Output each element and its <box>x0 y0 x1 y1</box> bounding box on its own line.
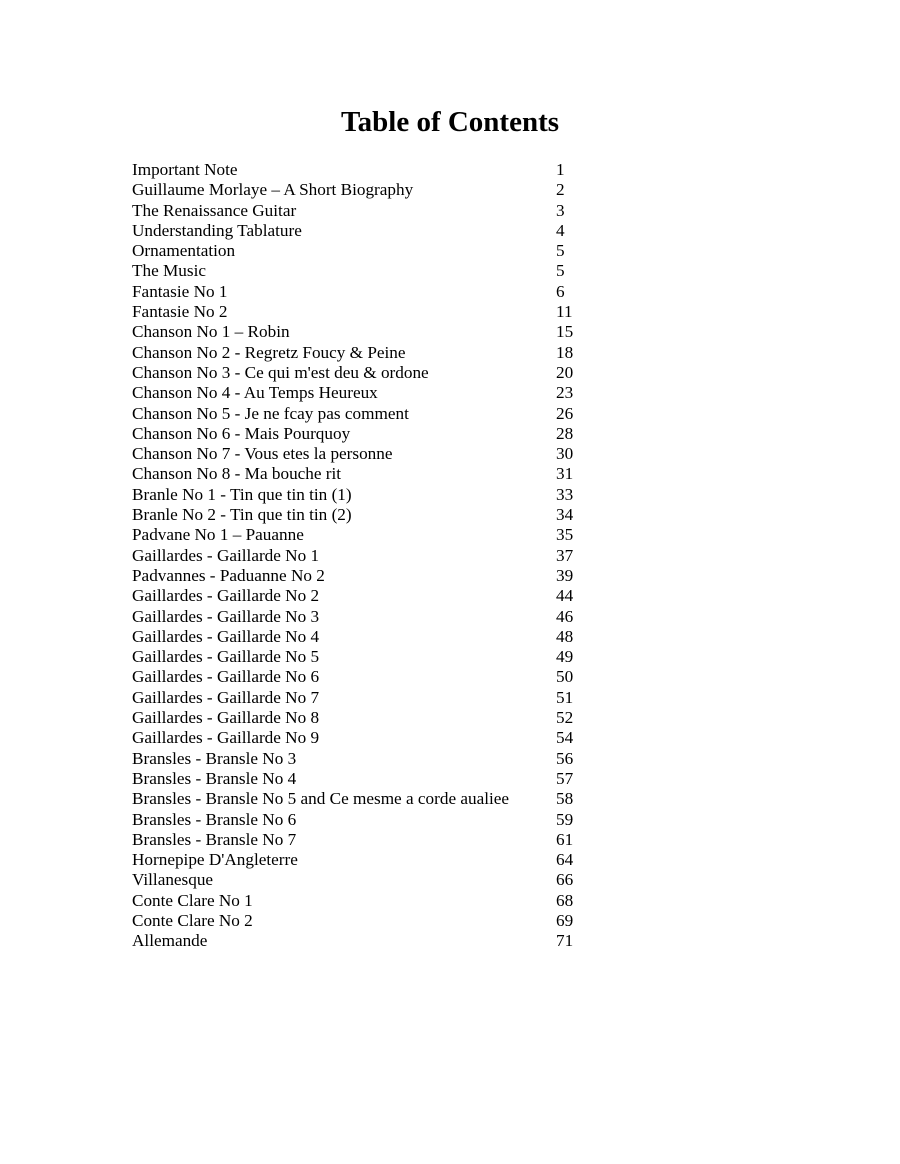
toc-entry-title: Bransles - Bransle No 4 <box>132 768 297 788</box>
toc-entry-page-number: 44 <box>556 586 574 606</box>
toc-entry-page-number: 5 <box>556 261 565 281</box>
toc-entry <box>132 627 592 647</box>
toc-entry <box>132 789 592 809</box>
toc-entry <box>132 728 592 748</box>
toc-entry-title: Chanson No 5 - Je ne fcay pas comment <box>132 403 409 423</box>
toc-entry-title: Chanson No 4 - Au Temps Heureux <box>132 383 378 403</box>
toc-entry-title: Fantasie No 2 <box>132 302 228 322</box>
toc-entry-title: Conte Clare No 1 <box>132 890 253 910</box>
toc-entry-page-number: 31 <box>556 464 574 484</box>
toc-entry <box>132 546 592 566</box>
toc-entry-title: Chanson No 2 - Regretz Foucy & Peine <box>132 342 406 362</box>
toc-entry-page-number: 46 <box>556 606 574 626</box>
toc-entry-title: Chanson No 3 - Ce qui m'est deu & ordone <box>132 362 429 382</box>
toc-entry <box>132 363 592 383</box>
toc-entry <box>132 647 592 667</box>
toc-entry-page-number: 66 <box>556 870 574 890</box>
toc-entry-title: Gaillardes - Gaillarde No 3 <box>132 606 320 626</box>
toc-entry-page-number: 5 <box>556 241 565 261</box>
toc-entry <box>132 241 592 261</box>
toc-entry-page-number: 37 <box>556 545 574 565</box>
toc-entry-page-number: 11 <box>556 302 573 322</box>
page-title: Table of Contents <box>340 106 560 138</box>
toc-entry-page-number: 54 <box>556 728 574 748</box>
toc-entry-page-number: 69 <box>556 910 574 930</box>
toc-entry-page-number: 33 <box>556 484 574 504</box>
toc-entry-page-number: 34 <box>556 505 574 525</box>
table-of-contents <box>132 160 592 952</box>
toc-entry-title: The Music <box>132 261 206 281</box>
toc-entry <box>132 302 592 322</box>
toc-entry-title: Branle No 2 - Tin que tin tin (2) <box>132 505 352 525</box>
toc-entry-title: Branle No 1 - Tin que tin tin (1) <box>132 484 352 504</box>
toc-entry <box>132 749 592 769</box>
toc-entry-title: Bransles - Bransle No 3 <box>132 748 297 768</box>
toc-entry-title: Gaillardes - Gaillarde No 7 <box>132 687 320 707</box>
toc-entry <box>132 870 592 890</box>
toc-entry <box>132 667 592 687</box>
toc-entry <box>132 485 592 505</box>
toc-entry-page-number: 56 <box>556 748 574 768</box>
toc-entry <box>132 180 592 200</box>
toc-entry-page-number: 6 <box>556 281 565 301</box>
toc-entry-page-number: 30 <box>556 444 574 464</box>
toc-entry-page-number: 26 <box>556 403 574 423</box>
toc-entry-page-number: 68 <box>556 890 574 910</box>
toc-entry-page-number: 51 <box>556 687 574 707</box>
toc-entry-title: Understanding Tablature <box>132 220 302 240</box>
toc-entry-title: Ornamentation <box>132 241 236 261</box>
toc-entry <box>132 505 592 525</box>
toc-entry-page-number: 20 <box>556 362 574 382</box>
toc-entry-page-number: 57 <box>556 768 574 788</box>
toc-entry <box>132 201 592 221</box>
toc-entry <box>132 464 592 484</box>
toc-entry-title: Padvannes - Paduanne No 2 <box>132 565 325 585</box>
toc-entry-page-number: 49 <box>556 647 574 667</box>
toc-entry-page-number: 3 <box>556 200 565 220</box>
toc-entry-title: Gaillardes - Gaillarde No 5 <box>132 647 320 667</box>
toc-entry <box>132 566 592 586</box>
toc-entry <box>132 343 592 363</box>
toc-entry-title: Allemande <box>132 931 208 951</box>
toc-entry <box>132 891 592 911</box>
toc-entry <box>132 911 592 931</box>
toc-entry-page-number: 1 <box>556 160 565 179</box>
toc-entry <box>132 221 592 241</box>
toc-entry-page-number: 64 <box>556 850 574 870</box>
toc-entry-page-number: 35 <box>556 525 574 545</box>
toc-entry <box>132 424 592 444</box>
toc-entry-page-number: 52 <box>556 708 574 728</box>
toc-entry-page-number: 28 <box>556 423 574 443</box>
toc-entry-title: Gaillardes - Gaillarde No 8 <box>132 708 320 728</box>
toc-entry-page-number: 23 <box>556 383 574 403</box>
toc-entry <box>132 444 592 464</box>
toc-entry <box>132 525 592 545</box>
toc-entry-page-number: 39 <box>556 565 574 585</box>
toc-entry-page-number: 50 <box>556 667 574 687</box>
toc-entry-title: Gaillardes - Gaillarde No 6 <box>132 667 320 687</box>
toc-entry-title: Important Note <box>132 160 238 179</box>
toc-entry-title: Guillaume Morlaye – A Short Biography <box>132 180 414 200</box>
toc-entry <box>132 282 592 302</box>
toc-entry-page-number: 48 <box>556 626 574 646</box>
toc-entry <box>132 404 592 424</box>
toc-entry-title: Chanson No 7 - Vous etes la personne <box>132 444 393 464</box>
toc-entry-page-number: 4 <box>556 220 565 240</box>
toc-entry-title: Conte Clare No 2 <box>132 910 253 930</box>
toc-entry <box>132 261 592 281</box>
toc-entry-title: Gaillardes - Gaillarde No 4 <box>132 626 320 646</box>
toc-entry-title: Gaillardes - Gaillarde No 1 <box>132 545 320 565</box>
toc-entry-title: Bransles - Bransle No 7 <box>132 829 297 849</box>
toc-entry-title: Gaillardes - Gaillarde No 9 <box>132 728 320 748</box>
toc-entry <box>132 586 592 606</box>
toc-entry-title: Chanson No 8 - Ma bouche rit <box>132 464 342 484</box>
toc-entry-page-number: 18 <box>556 342 574 362</box>
toc-entry-page-number: 15 <box>556 322 574 342</box>
toc-entry-title: Villanesque <box>132 870 214 890</box>
toc-entry-title: Fantasie No 1 <box>132 281 228 301</box>
toc-entry-title: Hornepipe D'Angleterre <box>132 850 298 870</box>
toc-entry-page-number: 59 <box>556 809 574 829</box>
toc-entry-title: Gaillardes - Gaillarde No 2 <box>132 586 320 606</box>
toc-entry <box>132 769 592 789</box>
toc-entry <box>132 931 592 951</box>
toc-entry <box>132 383 592 403</box>
toc-entry <box>132 688 592 708</box>
toc-entry-page-number: 58 <box>556 789 574 809</box>
toc-entry-title: Chanson No 6 - Mais Pourquoy <box>132 423 351 443</box>
toc-entry <box>132 810 592 830</box>
toc-entry-title: The Renaissance Guitar <box>132 200 297 220</box>
toc-entry <box>132 708 592 728</box>
toc-entry-page-number: 2 <box>556 180 565 200</box>
toc-entry-title: Chanson No 1 – Robin <box>132 322 290 342</box>
toc-entry <box>132 322 592 342</box>
toc-entry <box>132 607 592 627</box>
toc-entry-title: Bransles - Bransle No 6 <box>132 809 297 829</box>
toc-entry <box>132 850 592 870</box>
toc-entry-page-number: 61 <box>556 829 574 849</box>
toc-entry-page-number: 71 <box>556 931 574 951</box>
toc-entry <box>132 830 592 850</box>
toc-entry-title: Padvane No 1 – Pauanne <box>132 525 304 545</box>
toc-entry <box>132 160 592 180</box>
toc-entry-title: Bransles - Bransle No 5 and Ce mesme a corde aualiee <box>132 789 510 809</box>
